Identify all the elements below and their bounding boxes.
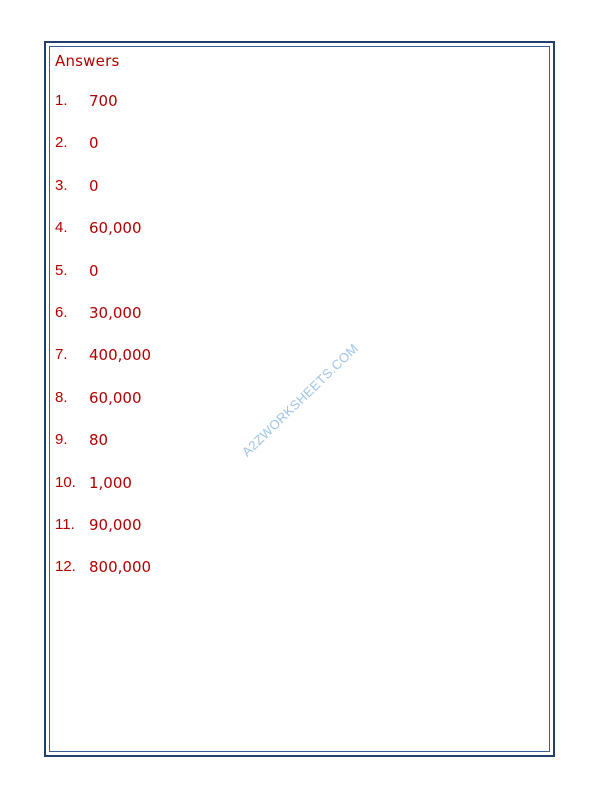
answer-row-10 [55, 474, 151, 516]
answer-row-4 [55, 219, 151, 261]
answer-number: 6. [55, 303, 68, 321]
answer-value: 400,000 [89, 346, 152, 365]
answer-row-12 [55, 558, 151, 600]
answer-number: 11. [55, 515, 75, 533]
answer-value: 30,000 [89, 303, 142, 322]
answer-value: 0 [89, 134, 99, 153]
answer-row-5 [55, 262, 151, 304]
answer-number: 5. [55, 261, 68, 279]
answer-number: 3. [55, 176, 68, 194]
answer-value: 1,000 [89, 473, 132, 492]
answer-value: 90,000 [89, 515, 142, 534]
answer-row-3 [55, 177, 151, 219]
answer-number: 10. [55, 473, 76, 491]
answer-value: 60,000 [89, 219, 142, 238]
answer-number: 4. [55, 219, 68, 237]
answer-number: 8. [55, 388, 68, 406]
answer-row-7 [55, 346, 151, 388]
answer-row-6 [55, 304, 151, 346]
answer-value: 800,000 [89, 558, 152, 577]
watermark: A2ZWORKSHEETS.COM [238, 340, 362, 460]
answer-row-1 [55, 92, 151, 134]
answers-list [55, 92, 151, 601]
answer-value: 0 [89, 261, 99, 280]
answer-number: 2. [55, 134, 68, 152]
answer-row-2 [55, 134, 151, 176]
answer-value: 700 [89, 92, 118, 110]
answer-number: 1. [55, 92, 68, 109]
answer-row-9 [55, 431, 151, 473]
answers-title: Answers [55, 52, 120, 70]
answer-number: 7. [55, 346, 68, 364]
answer-row-8 [55, 389, 151, 431]
answer-row-11 [55, 516, 151, 558]
answer-number: 9. [55, 431, 68, 449]
answer-value: 60,000 [89, 388, 142, 407]
answer-value: 0 [89, 176, 99, 195]
answer-number: 12. [55, 558, 76, 576]
answer-value: 80 [89, 431, 109, 450]
